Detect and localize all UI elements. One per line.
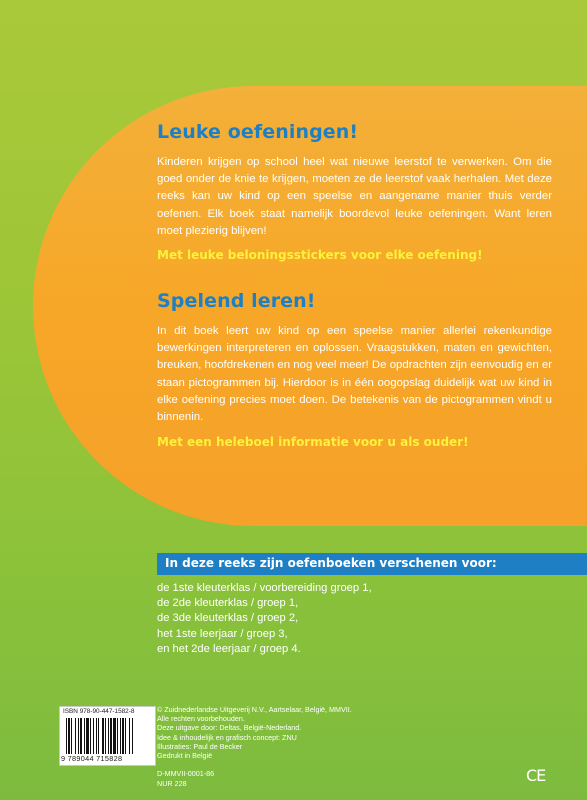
section-paragraph-2: In dit boek leert uw kind op een speelse manier allerlei rekenkundige bewerkingen interpreteren en oplossen. Vraagstukken, maten en gewichten, breuken, hoofdrekenen en nog veel meer! De opdrachten zijn eenvoudig en er staan pictogrammen bij. Hierdoor is in één oogopslag duidelijk wat uw kind in elke oefening precies moet doen. De betekenis van de pictogrammen vindt u binnenin.: [157, 325, 552, 424]
series-item: en het 2de leerjaar / groep 4.: [157, 642, 301, 655]
highlight-information: Met een heleboel informatie voor u als ouder!: [157, 435, 469, 449]
ce-mark-icon: CE: [526, 766, 546, 785]
barcode-icon: [66, 718, 149, 754]
series-item: de 1ste kleuterklas / voorbereiding groep 1,: [157, 582, 372, 594]
series-item: de 2de kleuterklas / groep 1,: [157, 597, 299, 610]
series-item: het 1ste leerjaar / groep 3,: [157, 627, 288, 640]
imprint-line: D-MMVII-0001-86: [157, 769, 215, 779]
imprint-line: Illustraties: Paul de Becker: [157, 741, 243, 751]
section-title-spelend-leren: Spelend leren!: [157, 290, 316, 312]
imprint-line: [157, 760, 352, 769]
barcode-digits: 9 789044 715828: [61, 754, 123, 763]
imprint-line: © Zuidnederlandse Uitgeverij N.V., Aartselaar, België, MMVII.: [157, 705, 352, 714]
isbn-barcode-box: [59, 706, 156, 766]
imprint-line: Gedrukt in België: [157, 751, 213, 761]
imprint-line: NUR 228: [157, 778, 187, 788]
imprint-line: Idee & inhoudelijk en grafisch concept: ZNU: [157, 732, 297, 742]
section-paragraph-1: Kinderen krijgen op school heel wat nieuwe leerstof te verwerken. Om die goed onder de knie te krijgen, moeten ze de leerstof vaak herhalen. Met deze reeks kan uw kind op een speelse en aangename manier thuis verder oefenen. Elk boek staat namelijk boordevol leuke oefeningen. Want leren moet plezierig blijven!: [157, 156, 552, 237]
isbn-label: ISBN 978-90-447-1582-8: [63, 708, 135, 715]
imprint-line: Alle rechten voorbehouden.: [157, 714, 245, 724]
series-list: [157, 581, 372, 657]
section-title-leuke-oefeningen: Leuke oefeningen!: [157, 121, 359, 143]
series-heading-bar: [157, 553, 587, 575]
series-item: de 3de kleuterklas / groep 2,: [157, 612, 299, 625]
series-heading: In deze reeks zijn oefenboeken verschenen voor:: [165, 556, 497, 570]
highlight-stickers: Met leuke beloningsstickers voor elke oefening!: [157, 248, 483, 262]
imprint: [157, 705, 352, 788]
imprint-line: Deze uitgave door: Deltas, België-Nederland.: [157, 723, 302, 733]
